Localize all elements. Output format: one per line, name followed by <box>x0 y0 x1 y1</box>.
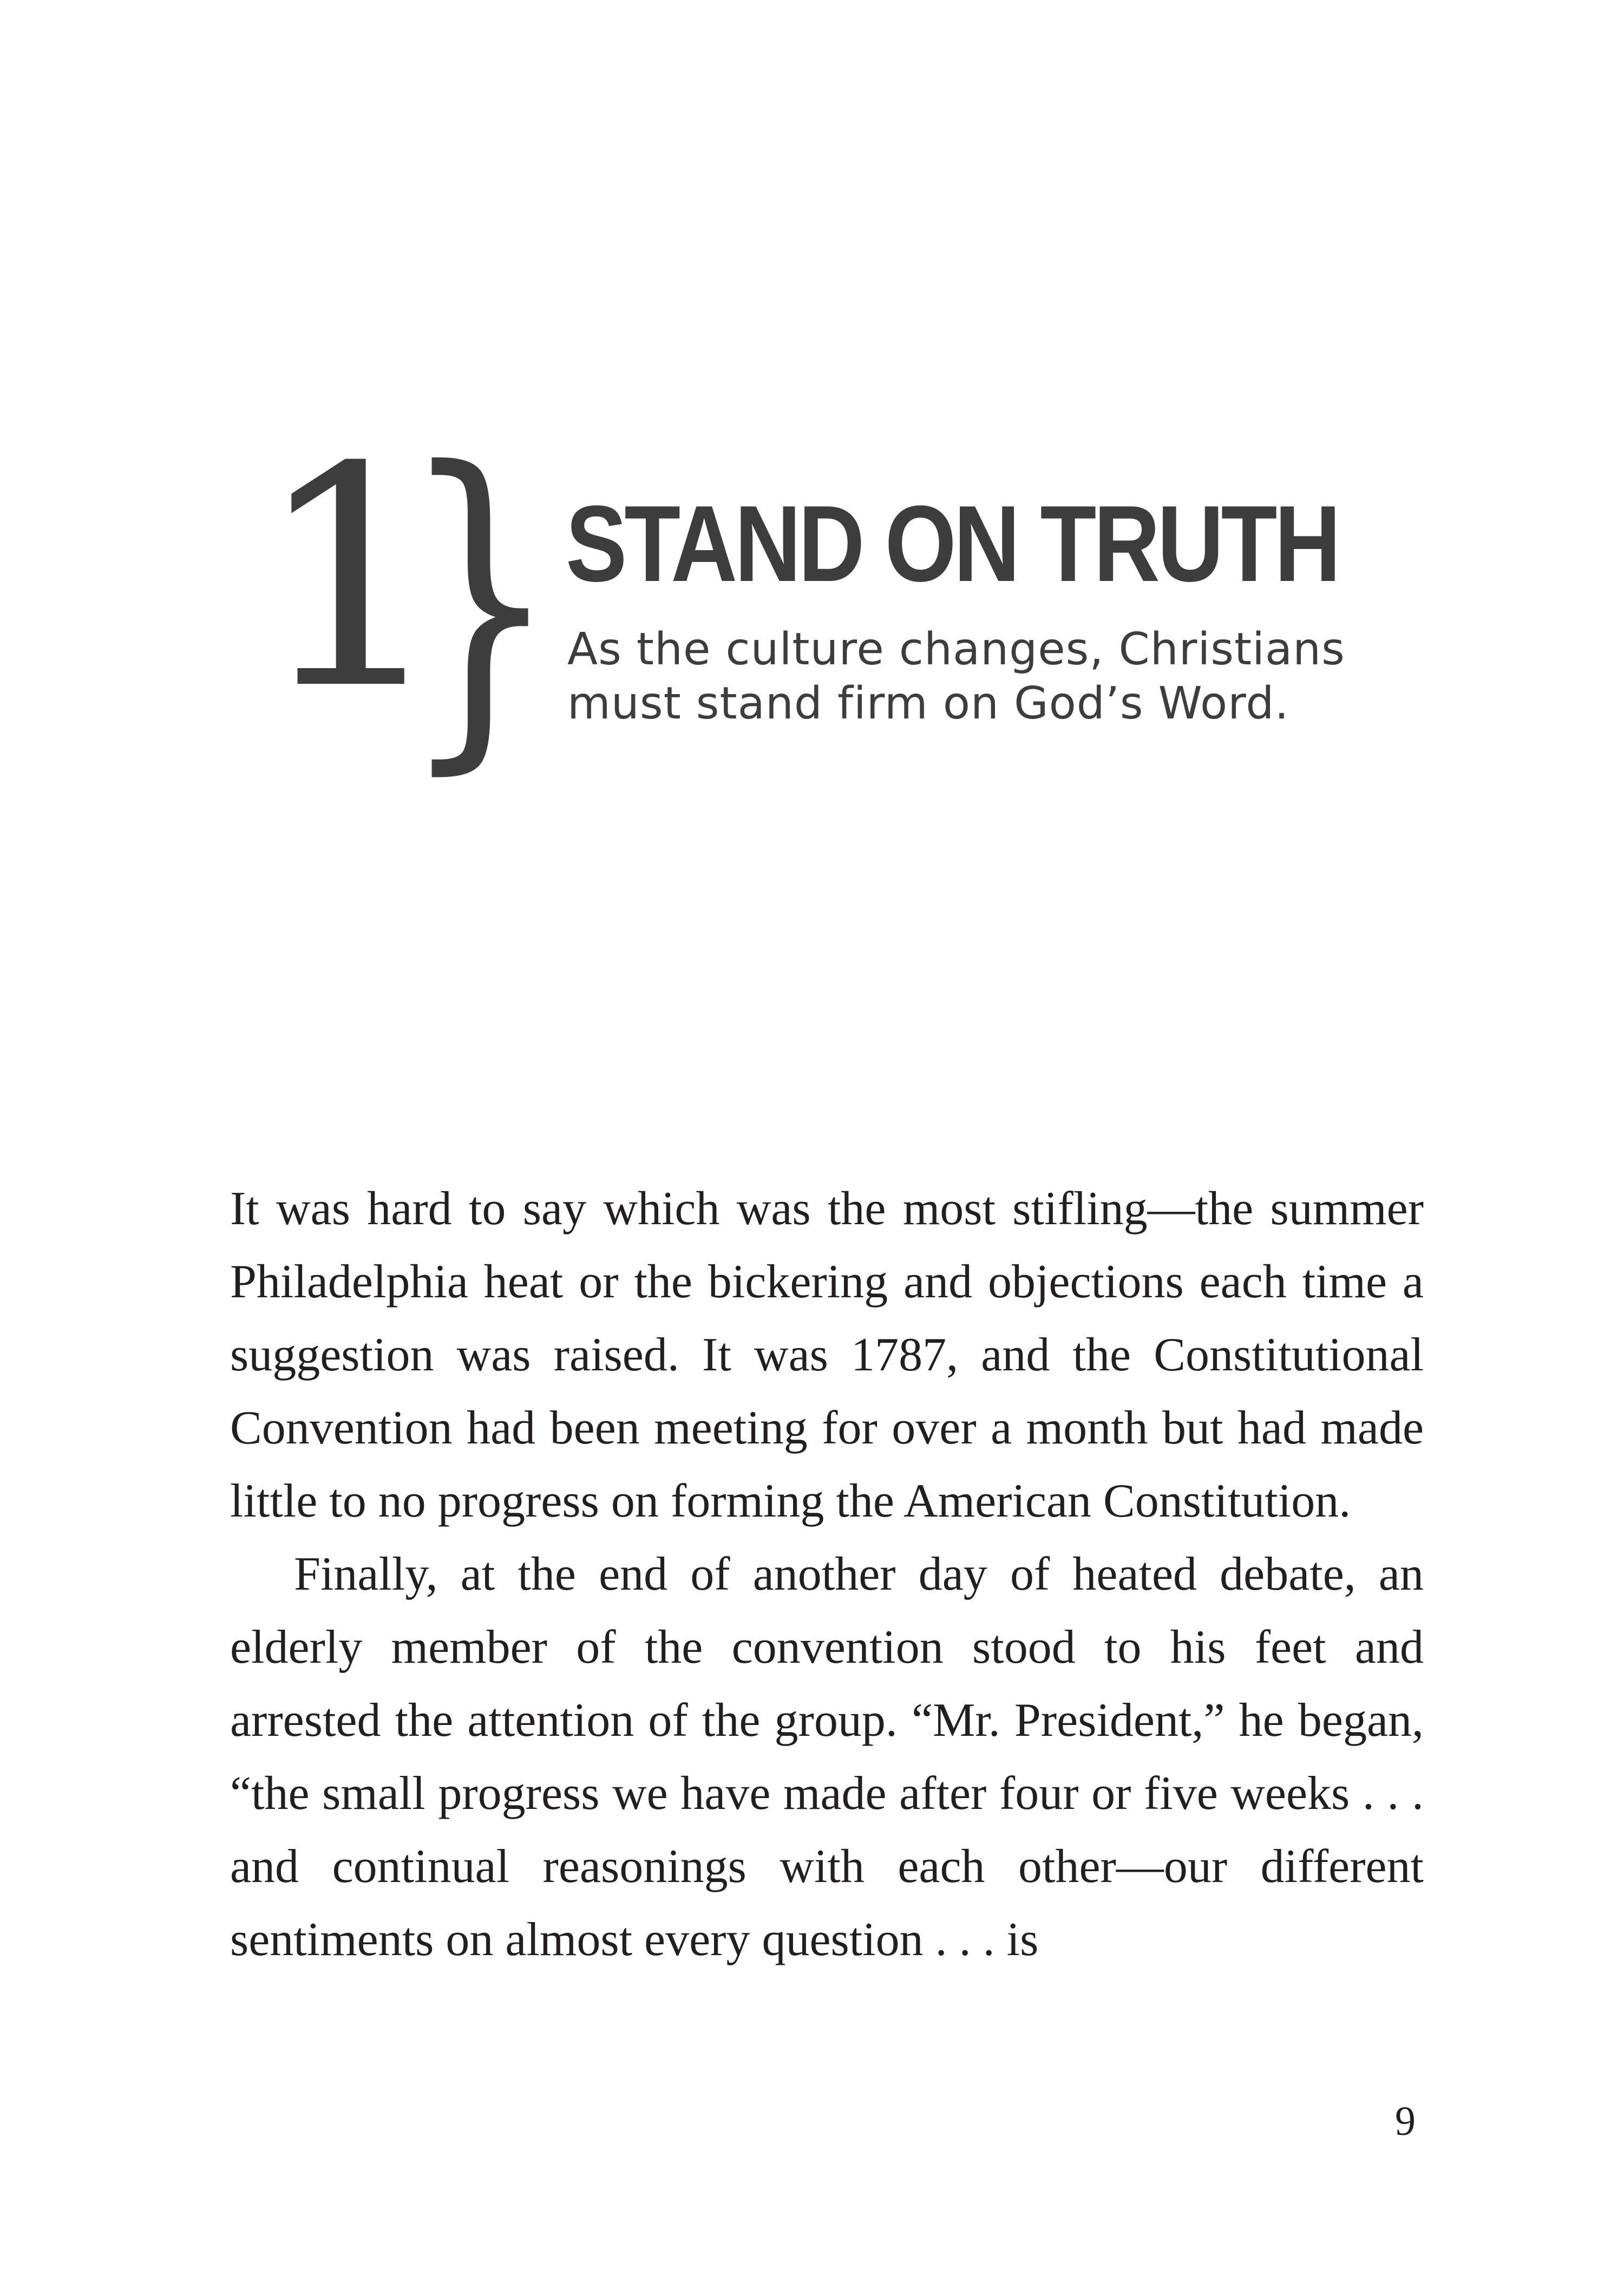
paragraph-1: It was hard to say which was the most stifling—the summer Philadelphia heat or the bickering and objections each time a suggestion was raised. It was 1787, and the Constitutional Convention had been meeting for over a month but had made little to no progress on forming the American Constitution. <box>230 1182 1424 1527</box>
chapter-number: 1 <box>254 403 442 756</box>
chapter-subtitle-line-2: must stand firm on God’s Word. <box>567 678 1289 729</box>
page-number: 9 <box>1395 2099 1416 2144</box>
paragraph-2: Finally, at the end of another day of heated debate, an elderly member of the convention stood to his feet and arrested the attention of the group. “Mr. President,” he began, “the small progress we have made after four or five weeks . . . and continual reasonings with each other—our different sentiments on almost every question . . . is <box>230 1548 1424 1966</box>
chapter-brace-ornament: } <box>401 399 560 802</box>
chapter-subtitle <box>567 623 1379 731</box>
chapter-title: STAND ON TRUTH <box>566 483 1338 604</box>
chapter-subtitle-line-1: As the culture changes, Christians <box>567 624 1345 675</box>
body-text <box>230 1172 1424 1976</box>
